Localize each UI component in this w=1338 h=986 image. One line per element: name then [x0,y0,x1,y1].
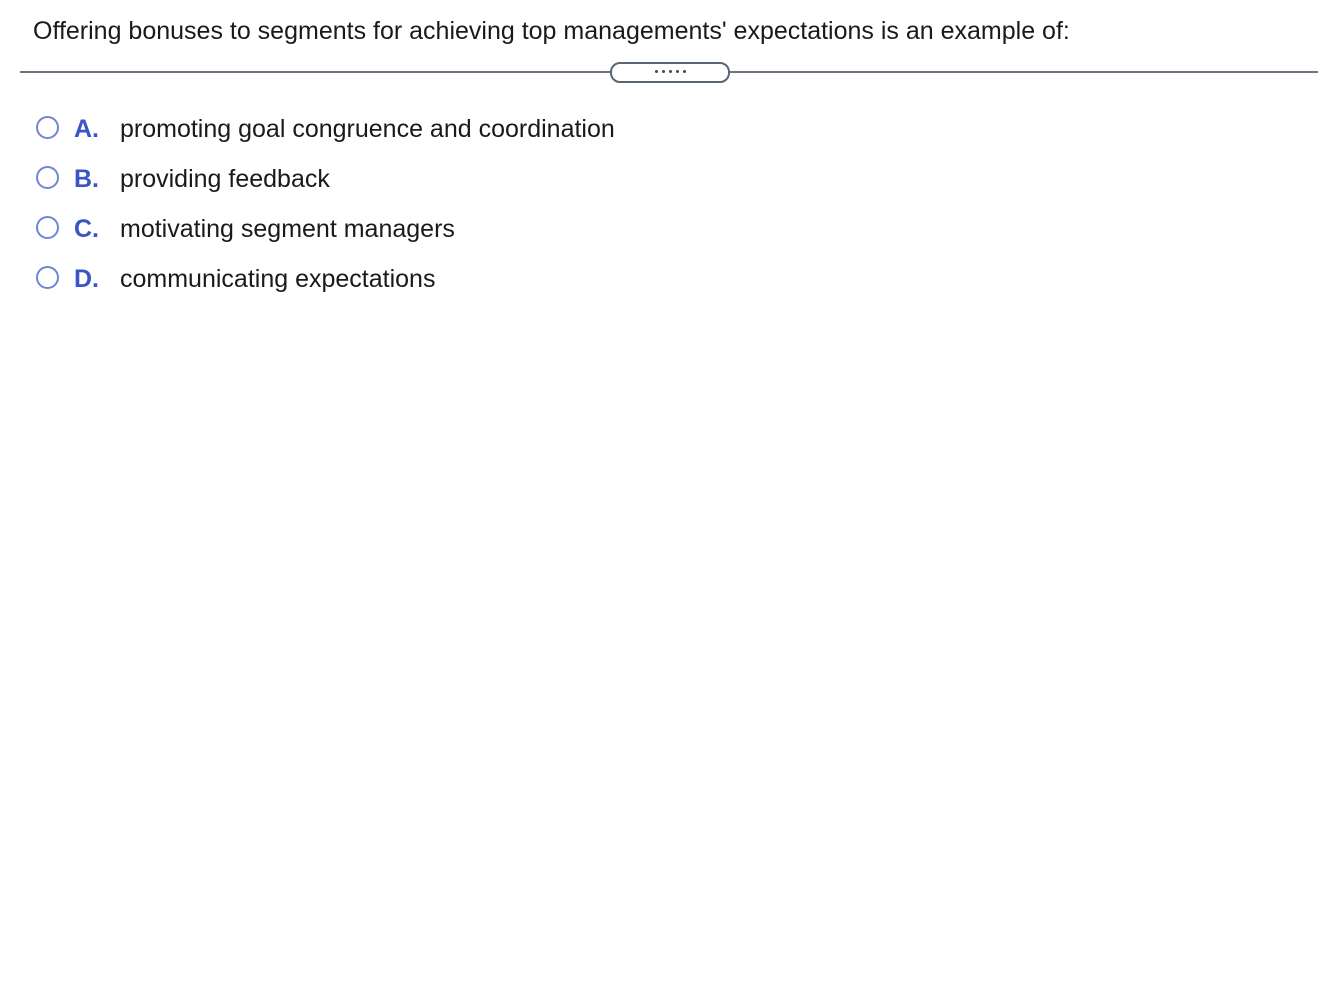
option-label[interactable]: motivating segment managers [120,215,455,243]
option-letter: D. [74,265,99,293]
more-dots-icon [612,70,728,73]
radio-button-a[interactable] [36,116,59,139]
option-label[interactable]: promoting goal congruence and coordination [120,115,615,143]
option-c[interactable] [36,212,676,262]
option-letter: C. [74,215,99,243]
option-d[interactable] [36,262,676,312]
option-b[interactable] [36,162,676,212]
option-a[interactable] [36,112,676,162]
radio-button-b[interactable] [36,166,59,189]
option-label[interactable]: communicating expectations [120,265,436,293]
answer-options [36,112,676,312]
option-letter: A. [74,115,99,143]
question-text: Offering bonuses to segments for achieving top managements' expectations is an example of: [33,17,1070,45]
option-label[interactable]: providing feedback [120,165,330,193]
radio-button-c[interactable] [36,216,59,239]
option-letter: B. [74,165,99,193]
expand-button[interactable] [610,62,730,83]
radio-button-d[interactable] [36,266,59,289]
